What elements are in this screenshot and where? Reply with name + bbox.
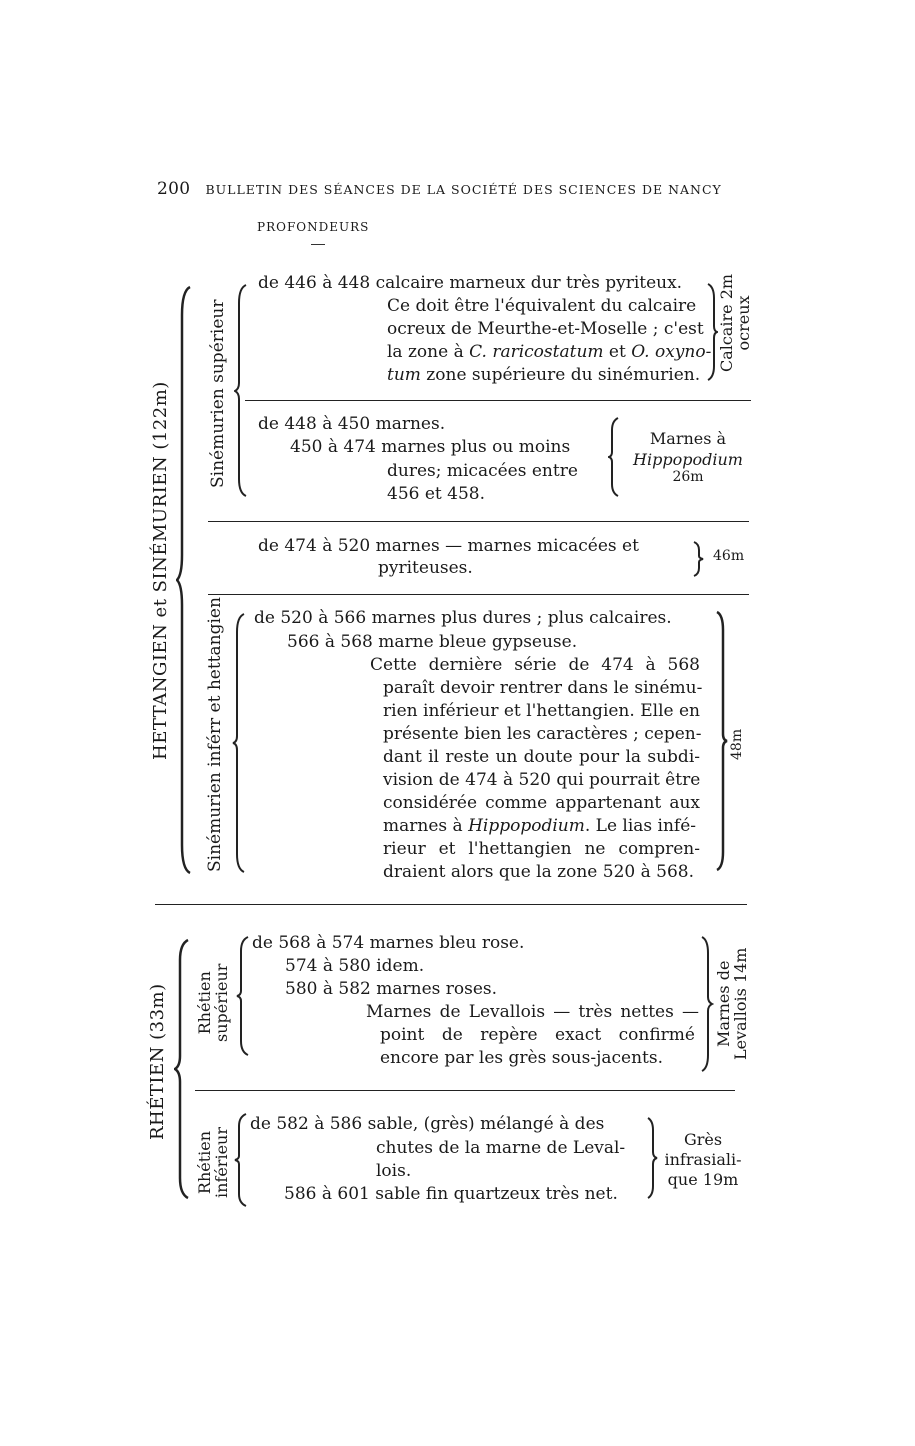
substage-rhetien-superieur: Rhétien supérieur: [195, 963, 231, 1042]
summary-46m: 46m: [713, 548, 745, 564]
sec4-line-12: draient alors que la zone 520 à 568.: [383, 862, 695, 882]
stage-brace-rhetien: [174, 938, 190, 1200]
summary-brace-48: [715, 610, 729, 872]
sec4-line-4: paraît devoir rentrer dans le sinému-: [383, 678, 703, 698]
column-heading: PROFONDEURS: [257, 220, 370, 234]
substage-brace-sin-inf: [232, 612, 246, 874]
rule-1: [245, 400, 751, 401]
summary-marnes-levallois: Marnes de Levallois 14m: [714, 947, 750, 1060]
sec1-line-1: de 446 à 448 calcaire marneux dur très pyriteux.: [258, 273, 683, 293]
rule-5: [195, 1090, 735, 1091]
summary-brace-levallois: [700, 935, 714, 1073]
summary-48m: 48m: [729, 728, 745, 760]
rule-2: [208, 521, 749, 522]
sec4-line-6: présente bien les caractères ; cepen-: [383, 724, 702, 744]
sec4-line-8: vision de 474 à 520 qui pourrait être: [383, 770, 701, 790]
sec2-line-4: 456 et 458.: [387, 484, 485, 504]
heading-dash: [311, 244, 325, 245]
sec5-line-6: encore par les grès sous-jacents.: [380, 1048, 663, 1068]
sec4-line-10: marnes à Hippopodium. Le lias infé-: [383, 816, 697, 836]
sec4-line-7: dant il reste un doute pour la subdi-: [383, 747, 700, 767]
summary-marnes-hippopodium: Marnes à Hippopodium 26m: [633, 429, 743, 485]
sec5-line-4: Marnes de Levallois — très nettes —: [366, 1002, 699, 1022]
sec4-line-11: rieur et l'hettangien ne compren-: [383, 839, 700, 859]
substage-brace-rhet-inf: [234, 1112, 248, 1208]
sec4-line-1: de 520 à 566 marnes plus dures ; plus calcaires.: [254, 608, 672, 628]
sec5-line-5: point de repère exact confirmé: [380, 1025, 695, 1045]
sec6-line-4: 586 à 601 sable fin quartzeux très net.: [284, 1184, 618, 1204]
page-number: 200: [157, 179, 191, 199]
substage-sinemurien-superieur: Sinémurien supérieur: [208, 299, 228, 488]
summary-brace-marnes-hippo: [608, 416, 620, 498]
rule-4: [155, 904, 747, 905]
sec1-line-2: Ce doit être l'équivalent du calcaire: [387, 296, 697, 316]
substage-brace-rhet-sup: [236, 935, 250, 1057]
sec6-line-3: lois.: [376, 1161, 412, 1181]
substage-rhetien-inferieur: Rhétien inférieur: [195, 1127, 231, 1198]
summary-calcaire-ocreux: Calcaire 2m ocreux: [717, 273, 753, 372]
substage-brace-sin-sup: [234, 283, 248, 498]
sec1-line-4: la zone à C. raricostatum et O. oxyno-: [387, 342, 712, 362]
running-title: BULLETIN DES SÉANCES DE LA SOCIÉTÉ DES SCIENCES DE NANCY: [205, 182, 722, 197]
sec4-line-9: considérée comme appartenant aux: [383, 793, 700, 813]
sec6-line-2: chutes de la marne de Leval-: [376, 1138, 626, 1158]
sec2-line-1: de 448 à 450 marnes.: [258, 414, 446, 434]
sec5-line-3: 580 à 582 marnes roses.: [285, 979, 498, 999]
summary-brace-46: [692, 540, 704, 578]
sec1-line-3: ocreux de Meurthe-et-Moselle ; c'est: [387, 319, 704, 339]
summary-gres-infrasialique: Grès infrasiali- que 19m: [664, 1130, 742, 1189]
sec2-line-2: 450 à 474 marnes plus ou moins: [290, 437, 571, 457]
stage-brace-hettangien: [176, 285, 192, 875]
summary-brace-gres: [646, 1116, 658, 1200]
sec2-line-3: dures; micacées entre: [387, 461, 578, 481]
sec5-line-1: de 568 à 574 marnes bleu rose.: [252, 933, 525, 953]
sec4-line-2: 566 à 568 marne bleue gypseuse.: [287, 632, 578, 652]
rule-3: [208, 594, 749, 595]
sec1-line-5: tum zone supérieure du sinémurien.: [387, 365, 701, 385]
sec3-line-1: de 474 à 520 marnes — marnes micacées et: [258, 536, 639, 556]
stage-rhetien-label: RHÉTIEN (33m): [147, 983, 168, 1140]
running-header: [157, 179, 722, 199]
stage-hettangien-label: HETTANGIEN et SINÉMURIEN (122m): [150, 381, 171, 760]
sec4-line-3: Cette dernière série de 474 à 568: [370, 655, 700, 675]
sec6-line-1: de 582 à 586 sable, (grès) mélangé à des: [250, 1114, 605, 1134]
sec3-line-2: pyriteuses.: [378, 558, 473, 578]
sec5-line-2: 574 à 580 idem.: [285, 956, 425, 976]
substage-sinemurien-inferieur: Sinémurien inférr et hettangien: [205, 597, 225, 872]
sec4-line-5: rien inférieur et l'hettangien. Elle en: [383, 701, 700, 721]
